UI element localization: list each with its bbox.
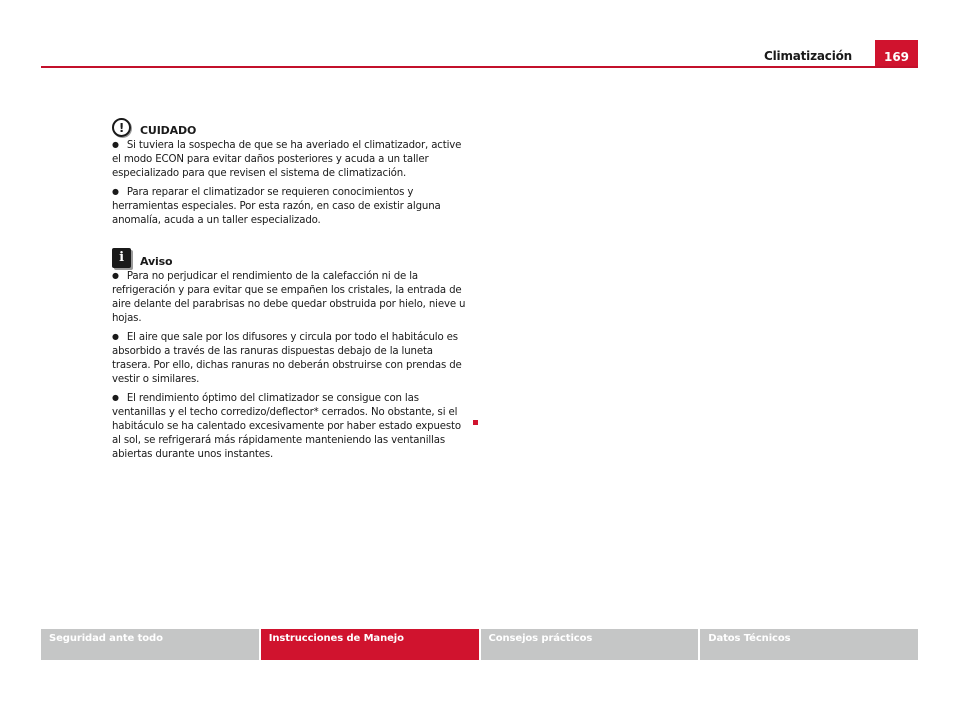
tab-instrucciones[interactable]: Instrucciones de Manejo [261, 629, 479, 660]
section-title: Climatización [764, 49, 852, 63]
note-item: ● El rendimiento óptimo del climatizador se consigue con las ventanillas y el techo corredizo/deflector* cerrados. No obstante, si el habitáculo se ha calentado excesivamente por haber estado expuesto al sol, se refrigerará más rápidamente manteniendo las ventanillas abiertas durante unos instantes. [112, 393, 461, 460]
note-item: ● Para no perjudicar el rendimiento de la calefacción ni de la refrigeración y para evitar que se empañen los cristales, la entrada de aire delante del parabrisas no debe quedar obstruida por hielo, nieve u hojas. [112, 271, 466, 324]
tab-consejos[interactable]: Consejos prácticos [481, 629, 699, 660]
tab-datos-tecnicos[interactable]: Datos Técnicos [700, 629, 918, 660]
footer-tabs [41, 629, 918, 660]
exclamation-circle-icon: ! [112, 118, 131, 137]
bullet-icon: ● [112, 187, 119, 196]
bullet-icon: ● [112, 393, 119, 402]
note-notice [112, 248, 468, 462]
content-column [112, 118, 468, 467]
header-rule [41, 66, 918, 68]
tab-seguridad[interactable]: Seguridad ante todo [41, 629, 259, 660]
bullet-icon: ● [112, 271, 119, 280]
section-end-marker [473, 420, 478, 425]
bullet-icon: ● [112, 140, 119, 149]
caution-notice [112, 118, 468, 228]
caution-item: ● Si tuviera la sospecha de que se ha averiado el climatizador, active el modo ECON para evitar daños posteriores y acuda a un taller especializado para que revisen el sistema de climatización. [112, 140, 462, 179]
page-number: 169 [875, 40, 918, 68]
note-header [112, 248, 468, 268]
note-title: Aviso [140, 255, 173, 268]
bullet-icon: ● [112, 332, 119, 341]
caution-header [112, 118, 468, 137]
note-item: ● El aire que sale por los difusores y circula por todo el habitáculo es absorbido a través de las ranuras dispuestas debajo de la luneta trasera. Por ello, dichas ranuras no deberán obstruirse con prendas de vestir o similares. [112, 332, 462, 385]
info-note-icon: i [112, 248, 131, 268]
caution-item: ● Para reparar el climatizador se requieren conocimientos y herramientas especiales. Por esta razón, en caso de existir alguna anomalía, acuda a un taller especializado. [112, 187, 441, 226]
caution-title: CUIDADO [140, 124, 197, 137]
